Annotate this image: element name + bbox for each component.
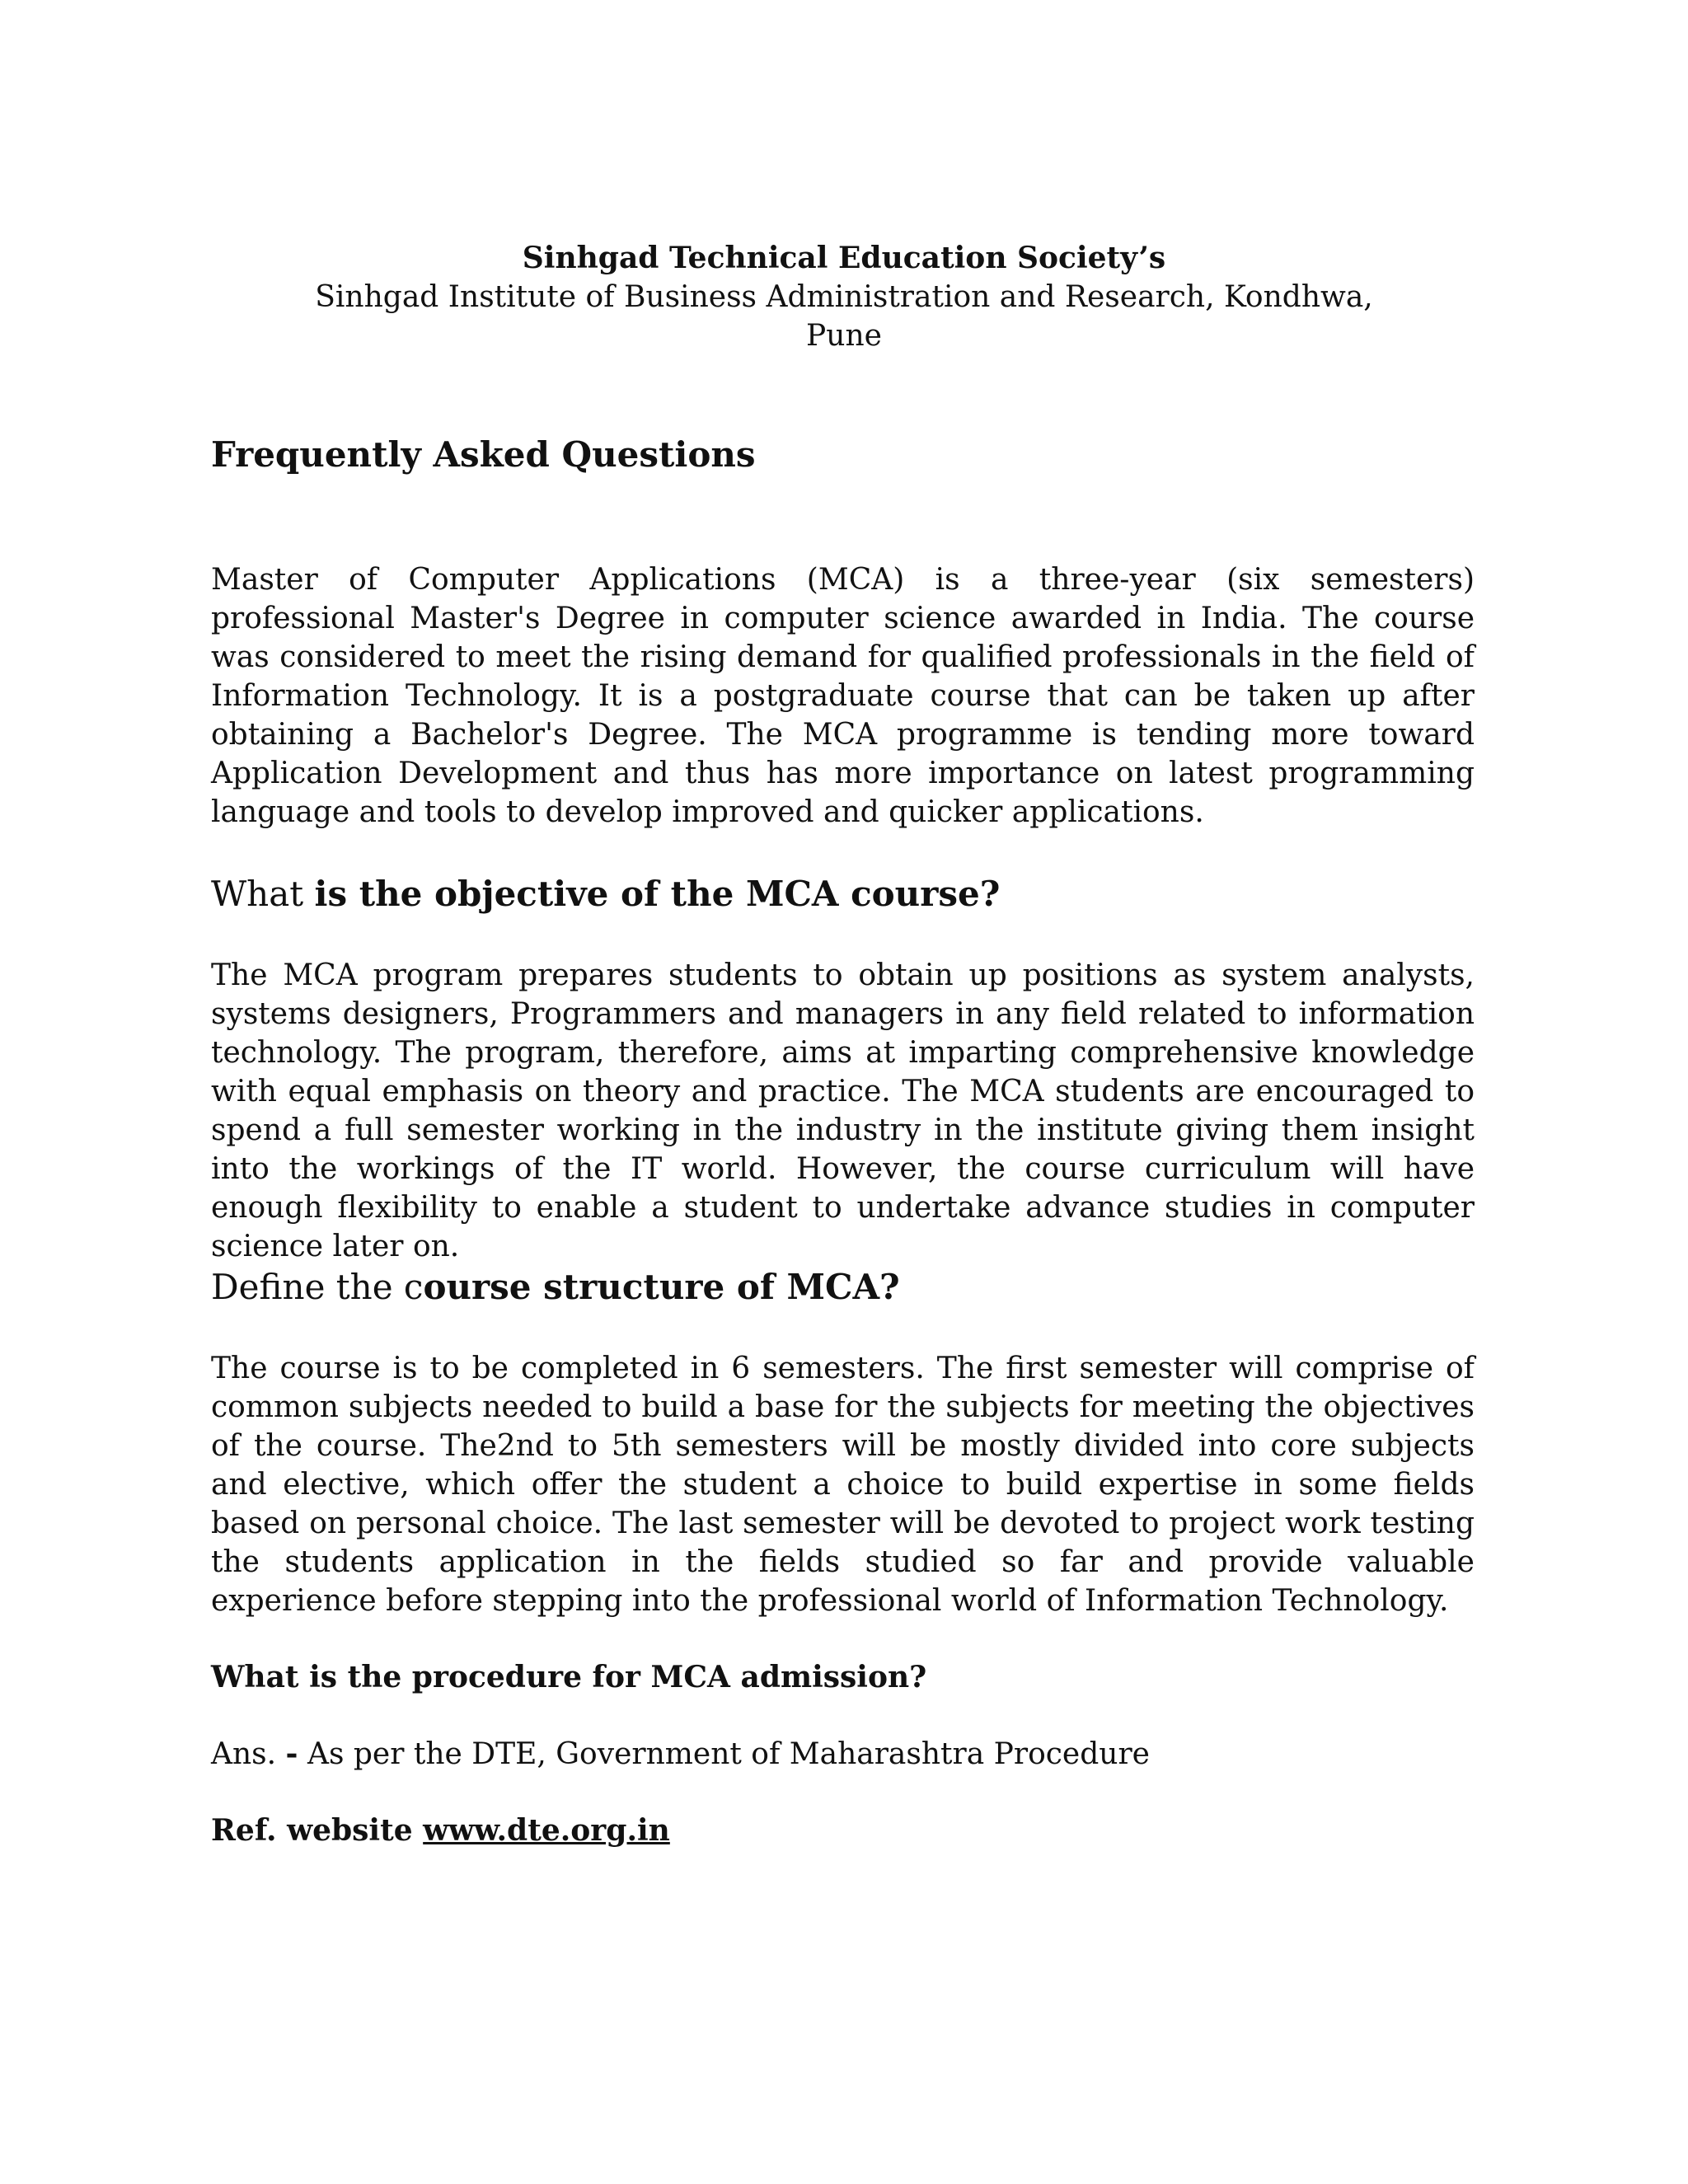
dte-website-link[interactable]: www.dte.org.in <box>423 1813 670 1848</box>
reference-label: Ref. website <box>211 1813 424 1848</box>
question-3-heading: What is the procedure for MCA admission? <box>211 1660 927 1694</box>
question-2-prefix: Define the c <box>211 1267 424 1307</box>
society-name: Sinhgad Technical Education Society’s <box>522 241 1166 275</box>
question-1-bold: is the objective of the MCA course? <box>314 874 1001 914</box>
question-2-heading <box>211 1263 1475 1312</box>
institute-name: Sinhgad Institute of Business Administration and Research, Kondhwa, <box>315 280 1373 314</box>
answer-3-text: As per the DTE, Government of Maharashtra Procedure <box>298 1737 1150 1771</box>
intro-paragraph: Master of Computer Applications (MCA) is a three-year (six semesters) professional Master's Degree in computer science awarded in India. The course was considered to meet the rising demand for qualified professionals in the field of Information Technology. It is a postgraduate course that can be taken up after obtaining a Bachelor's Degree. The MCA programme is tending more toward Application Development and thus has more importance on latest programming language and tools to develop improved and quicker applications. <box>211 563 1475 829</box>
answer-3-dash: - <box>285 1736 298 1771</box>
page-title: Frequently Asked Questions <box>211 434 756 475</box>
header-society <box>0 239 1688 278</box>
header-institute-line2 <box>0 316 1688 355</box>
question-1-prefix: What <box>211 874 315 914</box>
answer-1-paragraph: The MCA program prepares students to obtain up positions as system analysts, systems designers, Programmers and managers in any field related to information technology. The program, therefore, aims at imparting comprehensive knowledge with equal emphasis on theory and practice. The MCA students are encouraged to spend a full semester working in the industry in the institute giving them insight into the workings of the IT world. However, the course curriculum will have enough flexibility to enable a student to undertake advance studies in computer science later on. <box>211 958 1475 1263</box>
header-institute-line1 <box>0 278 1688 316</box>
answer-3-line <box>211 1735 1475 1774</box>
answer-3-prefix: Ans. <box>211 1737 286 1771</box>
answer-2-paragraph: The course is to be completed in 6 semesters. The first semester will comprise of common subjects needed to build a base for the subjects for meeting the objectives of the course. The2nd to 5th semesters will be mostly divided into core subjects and elective, which offer the student a choice to build expertise in some fields based on personal choice. The last semester will be devoted to project work testing the students application in the fields studied so far and provide valuable experience before stepping into the professional world of Information Technology. <box>211 1352 1475 1618</box>
question-2-bold: ourse structure of MCA? <box>423 1267 900 1307</box>
reference-line <box>211 1811 1475 1850</box>
institute-city: Pune <box>806 319 882 353</box>
question-1-heading <box>211 869 1475 919</box>
